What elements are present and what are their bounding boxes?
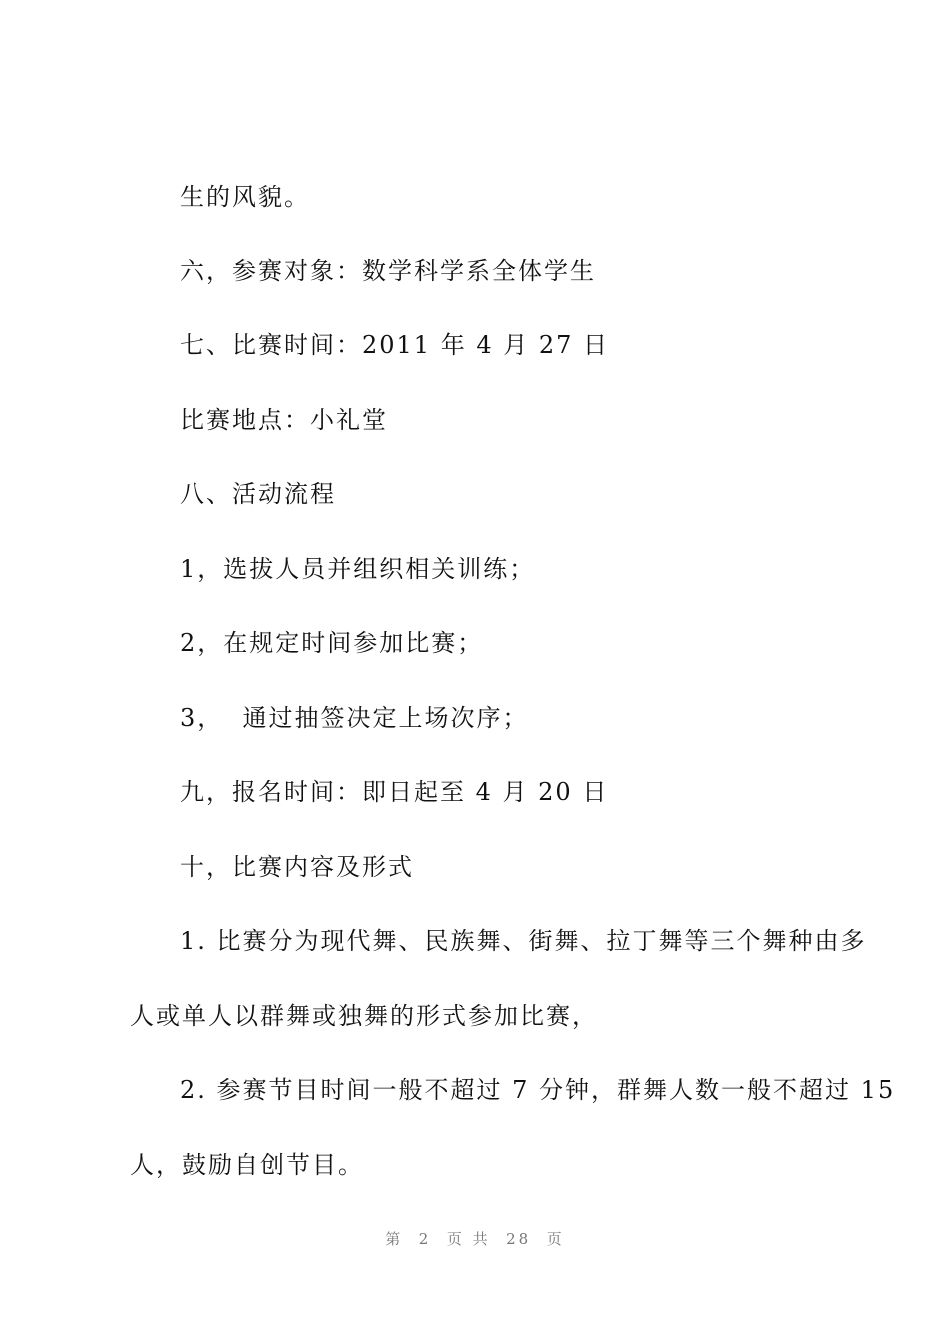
text-line: 八、活动流程 xyxy=(180,480,336,508)
text-line: 1，选拔人员并组织相关训练； xyxy=(180,555,536,583)
page-number-footer: 第 2 页 共 28 页 xyxy=(385,1230,565,1248)
text-line: 九，报名时间：即日起至 4 月 20 日 xyxy=(180,778,609,806)
text-line: 十，比赛内容及形式 xyxy=(180,853,414,881)
text-line: 2. 参赛节目时间一般不超过 7 分钟，群舞人数一般不超过 15 xyxy=(180,1076,896,1104)
text-line: 七、比赛时间：2011 年 4 月 27 日 xyxy=(180,331,610,359)
text-line: 3， 通过抽签决定上场次序； xyxy=(180,704,529,732)
text-line: 人，鼓励自创节目。 xyxy=(130,1151,364,1179)
text-line: 人或单人以群舞或独舞的形式参加比赛， xyxy=(130,1002,598,1030)
text-line: 2，在规定时间参加比赛； xyxy=(180,629,484,657)
text-line: 1. 比赛分为现代舞、民族舞、街舞、拉丁舞等三个舞种由多 xyxy=(180,927,867,955)
text-line: 比赛地点：小礼堂 xyxy=(180,406,388,434)
text-line: 六，参赛对象：数学科学系全体学生 xyxy=(180,257,596,285)
text-line: 生的风貌。 xyxy=(180,183,310,211)
